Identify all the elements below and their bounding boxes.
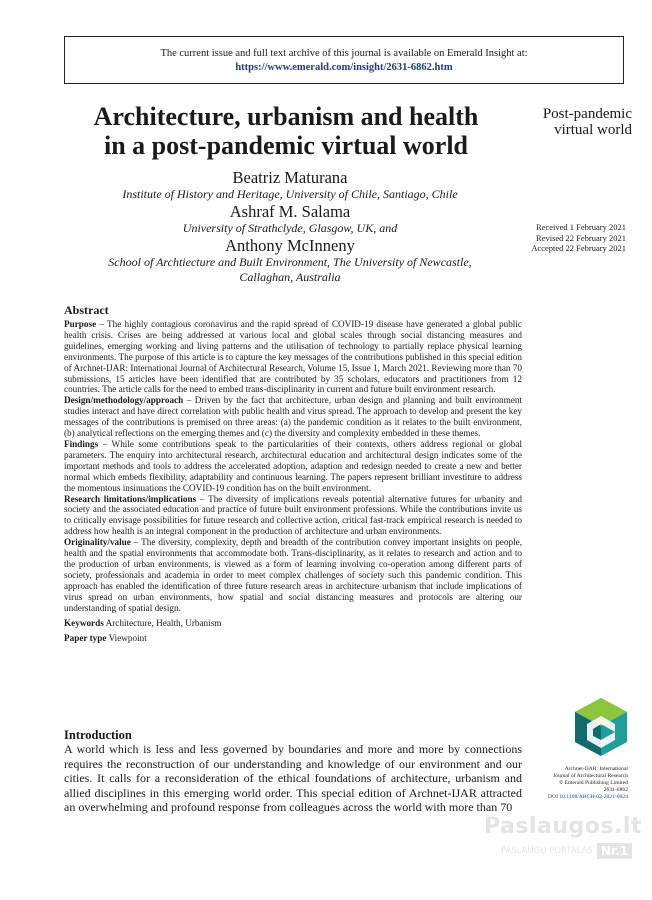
- keywords-line: [64, 617, 522, 630]
- doi-link[interactable]: DOI 10.1108/ARCH-02-2021-0024: [548, 794, 628, 800]
- abstract-text: – Driven by the fact that architecture, urban design and planning and built environment studies interact and have direct correlation with public health and virus spread. The approach to develop and present the key messages of the contributions is premised on three areas: (a) the pandemic condition as it relates to the built environment, (b) analytical reflections on the emerging themes and (c) the diversity and complexity embedded in these themes.: [64, 395, 522, 439]
- abstract-text: – The highly contagious coronavirus and the rapid spread of COVID-19 disease have generated a global public health crisis. Crises are being addressed at various local and global scales through social distancing measures and guidelines, emerging working and living patterns and the utilisation of technology to partially replace physical learning environments. The purpose of this article is to capture the key messages of the contributions published in this special edition of Archnet-IJAR: International Journal of Architectural Research, Volume 15, Issue 1, March 2021. Reviewing more than 70 submissions, 15 articles have been identified that are contributed by 35 scholars, educators and practitioners from 12 countries. The article calls for the need to embed trans-disciplinarity in current and future built environment research.: [64, 319, 522, 395]
- revised-date: Revised 22 February 2021: [536, 232, 626, 243]
- submission-dates: [531, 222, 626, 254]
- abstract-paragraph: [64, 319, 522, 395]
- access-notice-text: The current issue and full text archive of this journal is available on Emerald Insight at:: [160, 48, 528, 59]
- article-title: [52, 102, 520, 160]
- abstract-text: – The diversity of implications reveals potential alternative futures for urbanity and society and the associated education and practice of future built environment professions. While the contributions invite us to critically envisage possibilities for future research and collective action, critical fast-track empirical research is needed to address how health is an integral component in the production of architecture and urban environments.: [64, 493, 522, 537]
- introduction-heading: Introduction: [64, 728, 132, 742]
- watermark-subtext: PASLAUGŲ PORTALAS: [500, 846, 593, 856]
- running-head-line-2: virtual world: [554, 122, 632, 138]
- author-name: Ashraf M. Salama: [229, 202, 351, 221]
- abstract-text: – While some contributions speak to the particularities of their contexts, others address regional or global parameters. The enquiry into architectural research, architectural education and architectural design indicates some of the important methods and tools to address the accelerated adoption, adaption and redesign needed to create a new and better normal which embeds flexibility, adaptability and continuous learning. The papers represent brilliant investiture to address the momentous insinuations the COVID-19 condition has on the built environment.: [64, 438, 522, 493]
- introduction-section: [64, 728, 522, 815]
- author-affiliation: Institute of History and Heritage, University of Chile, Santiago, Chile: [122, 187, 458, 201]
- abstract-text: – The diversity, complexity, depth and breadth of the contribution convey important insights on people, health and the spatial environments that accommodate both. Trans-disciplinarity, as it relates to research and action and to the production of urban environments, is viewed as a form of learning involving co-operation among different parts of society, professionals and academia in order to meet complex challenges of society such this pandemic condition. This approach has enabled the identification of three future research areas in architecture urbanism that include implications of virus spread on urban environments, how spatial and social distancing measures and protocols are altering our understanding of spatial design.: [64, 537, 522, 613]
- journal-info-line: 2631-6862: [603, 787, 628, 793]
- abstract-paragraph: [64, 439, 522, 494]
- abstract-heading: Abstract: [64, 303, 109, 317]
- abstract-label: Findings: [64, 438, 99, 449]
- watermark: [484, 814, 642, 880]
- journal-info: [518, 766, 628, 801]
- author-affiliation: School of Archtiecture and Built Environment, The University of Newcastle,: [108, 255, 472, 269]
- paper-type-label: Paper type: [64, 633, 107, 644]
- abstract-label: Originality/value: [64, 537, 131, 548]
- abstract-label: Design/methodology/approach: [64, 395, 184, 406]
- paper-type-value: Viewpoint: [106, 633, 147, 644]
- watermark-badge: Nr.1: [597, 843, 632, 859]
- author-list: [40, 168, 540, 285]
- running-head-line-1: Post-pandemic: [542, 106, 632, 122]
- archnet-ijar-logo-icon: [573, 696, 629, 758]
- paper-type-line: [64, 632, 522, 645]
- received-date: Received 1 February 2021: [536, 222, 626, 232]
- author-affiliation: University of Strathclyde, Glasgow, UK, and: [182, 221, 398, 235]
- author-name: Beatriz Maturana: [232, 168, 348, 187]
- access-notice-box: [64, 36, 624, 84]
- title-line-2: in a post-pandemic virtual world: [103, 131, 469, 160]
- journal-archive-link[interactable]: https://www.emerald.com/insight/2631-6862.htm: [235, 62, 453, 73]
- accepted-date: Accepted 22 February 2021: [531, 243, 626, 253]
- abstract-paragraph: [64, 537, 522, 613]
- running-head: [520, 106, 632, 138]
- journal-info-line: Archnet-IJAR: International: [564, 766, 628, 772]
- watermark-subline: [484, 843, 632, 859]
- abstract-label: Research limitations/implications: [64, 493, 197, 504]
- title-line-1: Architecture, urbanism and health: [93, 102, 479, 131]
- keywords-label: Keywords: [64, 618, 104, 629]
- abstract-paragraph: [64, 494, 522, 538]
- abstract-paragraph: [64, 395, 522, 439]
- author-name: Anthony McInneny: [225, 236, 355, 255]
- introduction-paragraph: A world which is less and less governed by boundaries and more and more by connections requires the reconstruction of our understanding and knowledge of our environment and our cities. It calls for a reconsideration of the ethical foundations of architecture, urbanism and allied disciplines in this emerging world order. This special edition of Archnet-IJAR attracted an overwhelming and profound response from colleagues across the world with more than 70: [64, 742, 522, 815]
- author-affiliation: Callaghan, Australia: [239, 270, 341, 284]
- watermark-text: Paslaugos.lt: [484, 814, 642, 839]
- abstract-label: Purpose: [64, 319, 97, 329]
- keywords-value: Architecture, Health, Urbanism: [103, 618, 222, 629]
- abstract-section: [64, 303, 522, 645]
- journal-info-line: © Emerald Publishing Limited: [558, 780, 628, 786]
- journal-info-line: Journal of Architectural Research: [552, 773, 628, 779]
